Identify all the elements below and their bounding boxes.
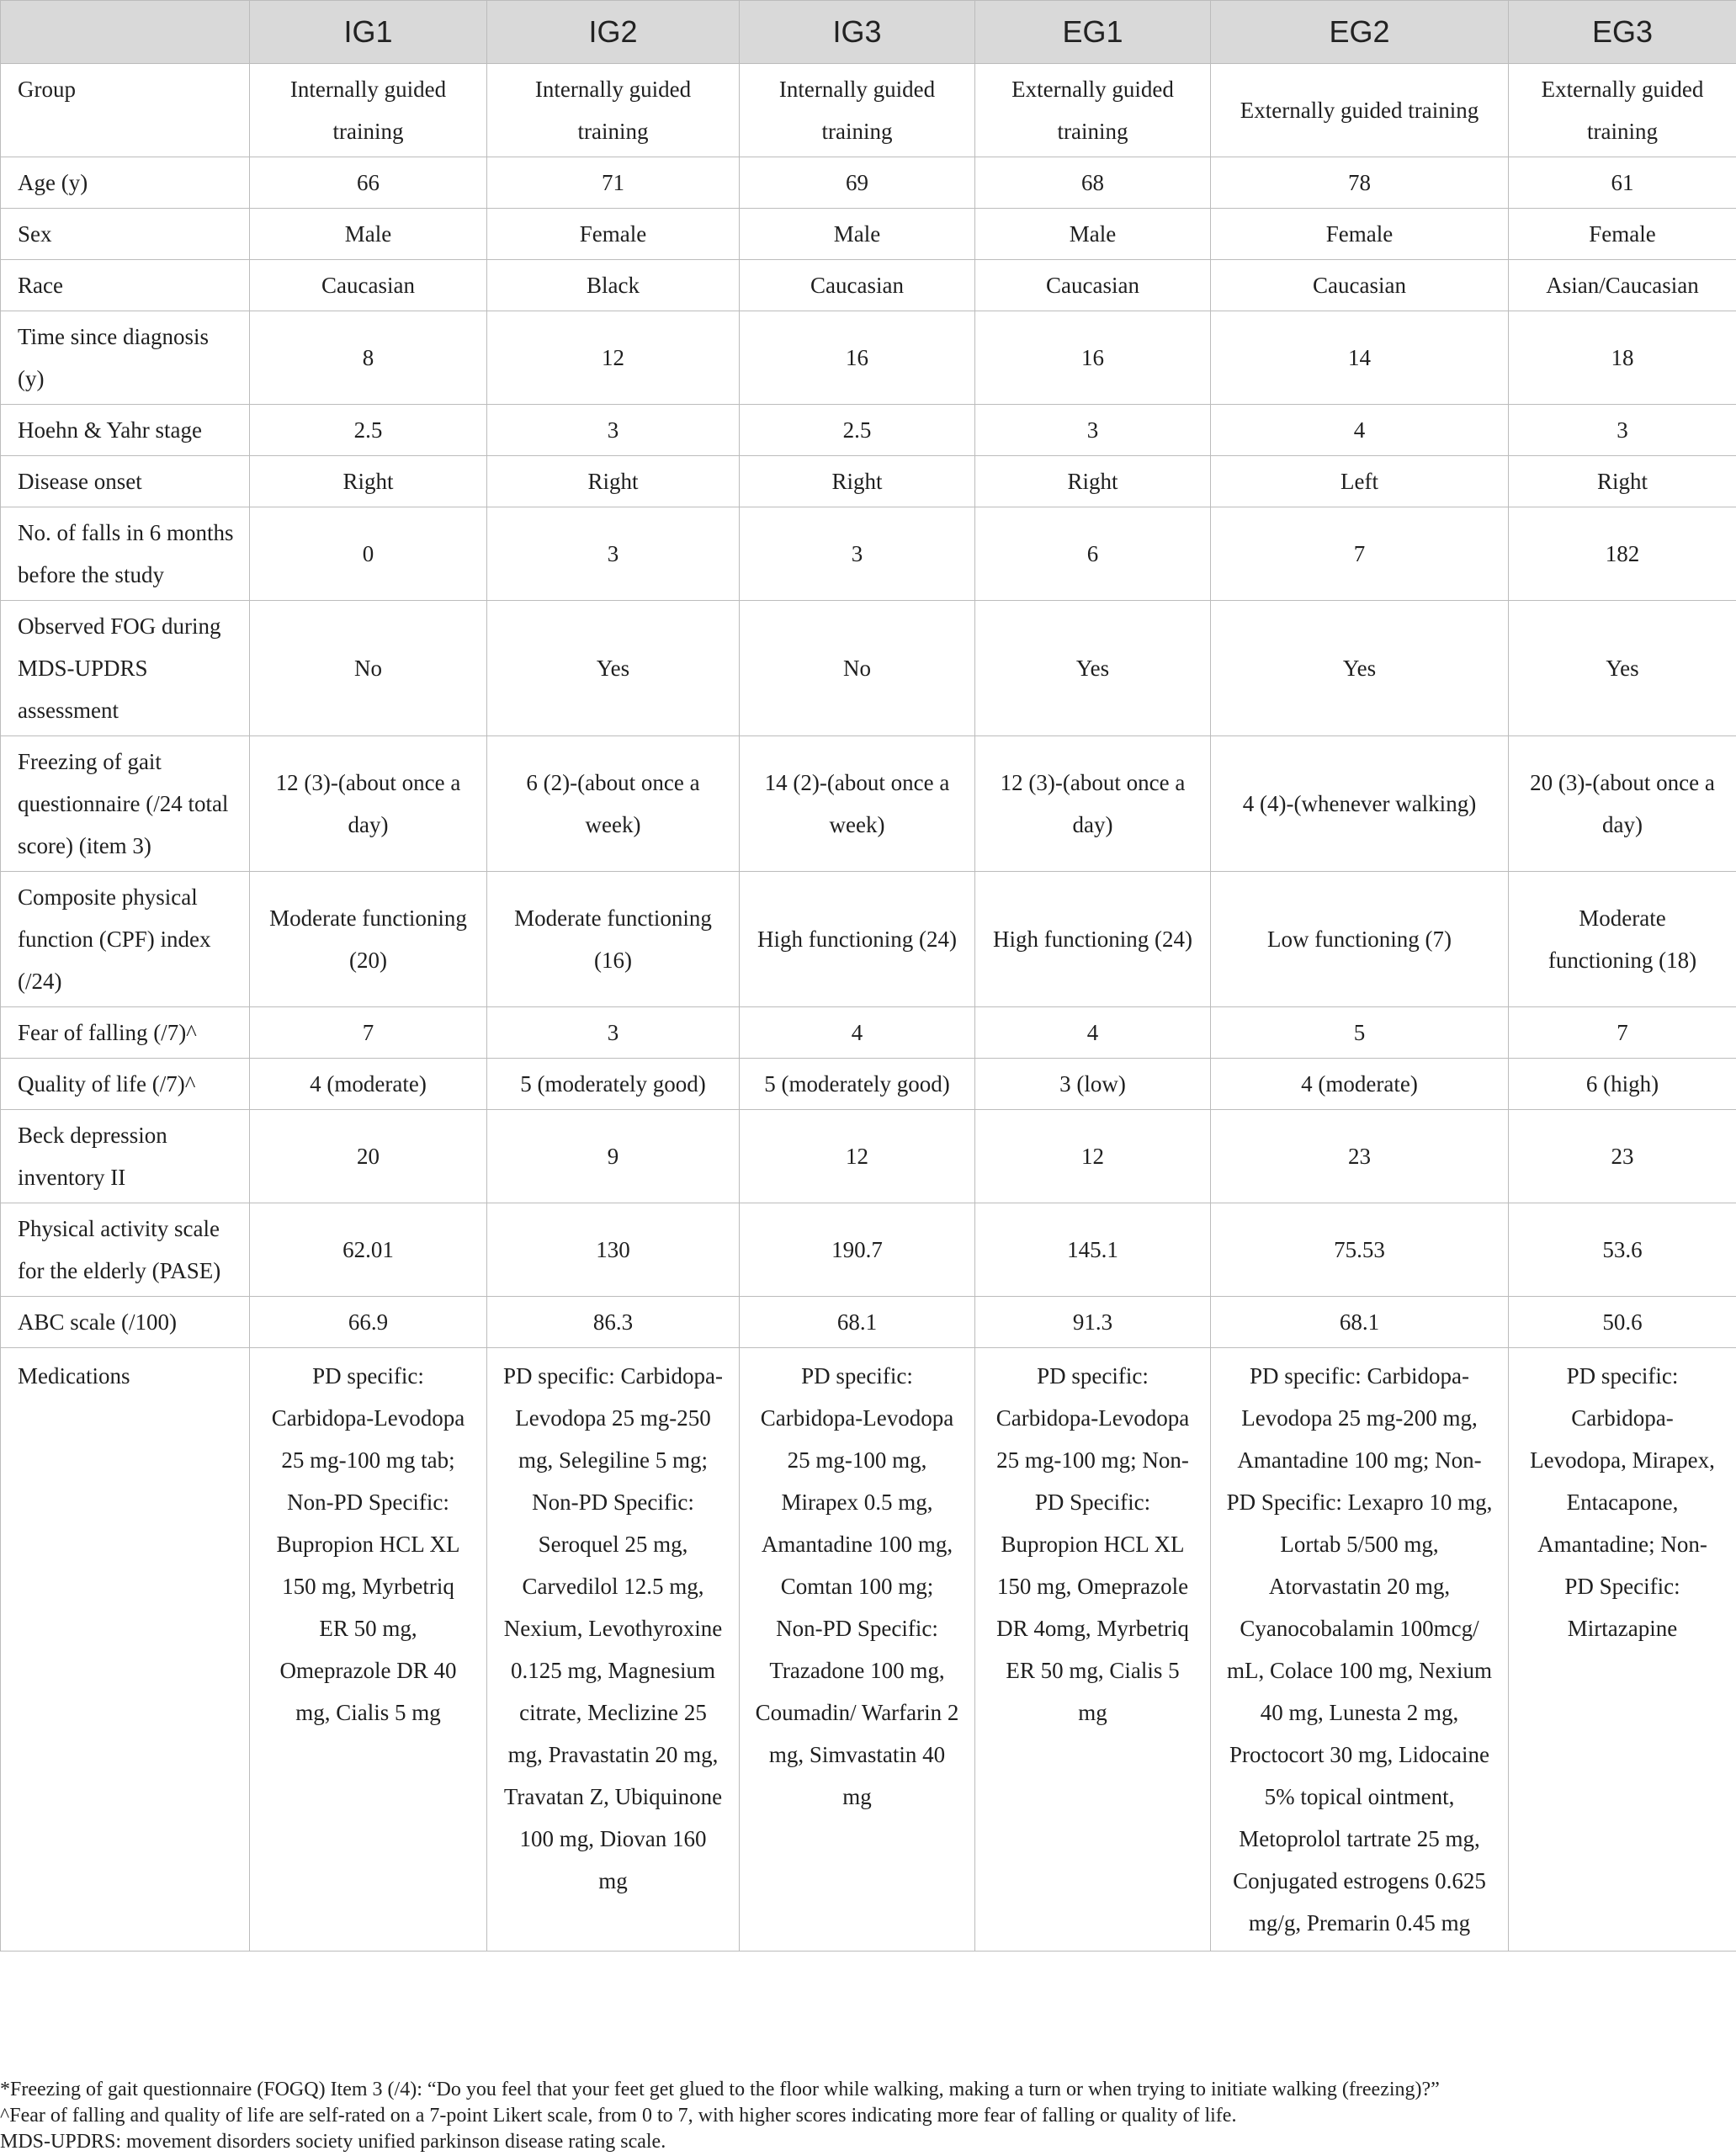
- row-label: Disease onset: [1, 456, 250, 507]
- table-row: [1, 157, 1736, 209]
- table-cell: 3: [487, 1007, 740, 1059]
- table-cell: Male: [740, 209, 975, 260]
- table-cell: 5 (moderately good): [487, 1059, 740, 1110]
- table-row: [1, 1110, 1736, 1203]
- table-cell: 20: [250, 1110, 487, 1203]
- table-cell: Right: [975, 456, 1211, 507]
- footnote-likert: ^Fear of falling and quality of life are self-rated on a 7-point Likert scale, from 0 to 7, with higher scores indicating more fear of falling or quality of life.: [0, 2105, 1237, 2127]
- row-label: Observed FOG during MDS-UPDRS assessment: [1, 601, 250, 736]
- table-row: [1, 1297, 1736, 1348]
- table-cell: High functioning (24): [975, 872, 1211, 1007]
- row-label: Freezing of gait questionnaire (/24 total score) (item 3): [1, 736, 250, 872]
- table-cell: 20 (3)-(about once a day): [1509, 736, 1736, 872]
- table-cell: 12: [740, 1110, 975, 1203]
- table-cell: Internally guided training: [740, 64, 975, 157]
- table-cell: Right: [250, 456, 487, 507]
- table-cell: 4: [975, 1007, 1211, 1059]
- table-cell: 3 (low): [975, 1059, 1211, 1110]
- table-cell: 14: [1211, 311, 1509, 405]
- column-header-ig1: IG1: [250, 1, 487, 64]
- table-cell: 16: [975, 311, 1211, 405]
- table-row: [1, 872, 1736, 1007]
- table-cell: 130: [487, 1203, 740, 1297]
- table-cell: 7: [1211, 507, 1509, 601]
- table-cell: 5: [1211, 1007, 1509, 1059]
- table-row: [1, 64, 1736, 157]
- table-cell: Right: [1509, 456, 1736, 507]
- table-cell: 3: [487, 507, 740, 601]
- table-cell: 14 (2)-(about once a week): [740, 736, 975, 872]
- table-cell: Right: [487, 456, 740, 507]
- table-cell: 23: [1211, 1110, 1509, 1203]
- row-label: Group: [1, 64, 250, 157]
- table-cell: Caucasian: [975, 260, 1211, 311]
- table-cell: 16: [740, 311, 975, 405]
- row-label: No. of falls in 6 months before the study: [1, 507, 250, 601]
- table-cell: 4: [740, 1007, 975, 1059]
- table-cell: Externally guided training: [1509, 64, 1736, 157]
- table-cell: PD specific: Carbidopa-Levodopa 25 mg-200 mg, Amantadine 100 mg; Non-PD Specific: Lexapro 10 mg, Lortab 5/500 mg, Atorvastatin 20 mg, Cyanocobalamin 100mcg/ mL, Colace 100 mg, Nexium 40 mg, Lunesta 2 mg, Proctocort 30 mg, Lidocaine 5% topical ointment, Metoprolol tartrate 25 mg, Conjugated estrogens 0.625 mg/g, Premarin 0.45 mg: [1211, 1348, 1509, 1952]
- table-cell: 145.1: [975, 1203, 1211, 1297]
- table-cell: Male: [975, 209, 1211, 260]
- table-cell: 12 (3)-(about once a day): [975, 736, 1211, 872]
- table-cell: Female: [1211, 209, 1509, 260]
- table-cell: 9: [487, 1110, 740, 1203]
- table-row: [1, 1348, 1736, 1952]
- table-cell: 23: [1509, 1110, 1736, 1203]
- table-cell: 2.5: [250, 405, 487, 456]
- table-cell: 6: [975, 507, 1211, 601]
- table-cell: 2.5: [740, 405, 975, 456]
- table-cell: 53.6: [1509, 1203, 1736, 1297]
- table-cell: 3: [740, 507, 975, 601]
- row-label: Quality of life (/7)^: [1, 1059, 250, 1110]
- table-cell: Yes: [975, 601, 1211, 736]
- table-cell: Female: [487, 209, 740, 260]
- column-header-eg2: EG2: [1211, 1, 1509, 64]
- table-cell: 91.3: [975, 1297, 1211, 1348]
- table-cell: PD specific: Carbidopa-Levodopa 25 mg-100 mg; Non-PD Specific: Bupropion HCL XL 150 mg, Omeprazole DR 4omg, Myrbetriq ER 50 mg, Cialis 5 mg: [975, 1348, 1211, 1952]
- table-cell: PD specific: Carbidopa-Levodopa 25 mg-100 mg, Mirapex 0.5 mg, Amantadine 100 mg, Comtan 100 mg; Non-PD Specific: Trazadone 100 mg, Coumadin/ Warfarin 2 mg, Simvastatin 40 mg: [740, 1348, 975, 1952]
- table-cell: 62.01: [250, 1203, 487, 1297]
- table-cell: 12: [487, 311, 740, 405]
- row-label: Time since diagnosis (y): [1, 311, 250, 405]
- table-cell: Internally guided training: [250, 64, 487, 157]
- table-cell: PD specific: Carbidopa-Levodopa 25 mg-250 mg, Selegiline 5 mg; Non-PD Specific: Seroquel 25 mg, Carvedilol 12.5 mg, Nexium, Levothyroxine 0.125 mg, Magnesium citrate, Meclizine 25 mg, Pravastatin 20 mg, Travatan Z, Ubiquinone 100 mg, Diovan 160 mg: [487, 1348, 740, 1952]
- table-cell: Yes: [487, 601, 740, 736]
- table-cell: 3: [975, 405, 1211, 456]
- row-label: Physical activity scale for the elderly (PASE): [1, 1203, 250, 1297]
- table-cell: Caucasian: [1211, 260, 1509, 311]
- table-cell: No: [250, 601, 487, 736]
- table-row: [1, 736, 1736, 872]
- table-cell: 69: [740, 157, 975, 209]
- table-cell: Black: [487, 260, 740, 311]
- header-corner-cell: [1, 1, 250, 64]
- table-row: [1, 1007, 1736, 1059]
- row-label: ABC scale (/100): [1, 1297, 250, 1348]
- table-cell: Caucasian: [250, 260, 487, 311]
- column-header-ig2: IG2: [487, 1, 740, 64]
- table-cell: Yes: [1509, 601, 1736, 736]
- table-cell: 3: [1509, 405, 1736, 456]
- table-cell: PD specific: Carbidopa-Levodopa 25 mg-100 mg tab; Non-PD Specific: Bupropion HCL XL 150 mg, Myrbetriq ER 50 mg, Omeprazole DR 40 mg, Cialis 5 mg: [250, 1348, 487, 1952]
- table-cell: PD specific: Carbidopa-Levodopa, Mirapex, Entacapone, Amantadine; Non-PD Specific: Mirtazapine: [1509, 1348, 1736, 1952]
- table-cell: 66.9: [250, 1297, 487, 1348]
- table-row: [1, 1203, 1736, 1297]
- table-cell: Yes: [1211, 601, 1509, 736]
- table-cell: Externally guided training: [1211, 64, 1509, 157]
- table-cell: Moderate functioning (20): [250, 872, 487, 1007]
- table-cell: 4 (moderate): [250, 1059, 487, 1110]
- table-cell: 71: [487, 157, 740, 209]
- table-cell: 75.53: [1211, 1203, 1509, 1297]
- footnote-abbreviation: MDS-UPDRS: movement disorders society unified parkinson disease rating scale.: [0, 2131, 666, 2153]
- table-cell: Moderate functioning (16): [487, 872, 740, 1007]
- column-header-eg1: EG1: [975, 1, 1211, 64]
- table-cell: No: [740, 601, 975, 736]
- table-cell: Male: [250, 209, 487, 260]
- table-cell: Right: [740, 456, 975, 507]
- table-cell: 4 (4)-(whenever walking): [1211, 736, 1509, 872]
- row-label: Beck depression inventory II: [1, 1110, 250, 1203]
- table-cell: 12: [975, 1110, 1211, 1203]
- row-label: Fear of falling (/7)^: [1, 1007, 250, 1059]
- table-cell: 4: [1211, 405, 1509, 456]
- table-row: [1, 601, 1736, 736]
- table-footnotes: [0, 2077, 1736, 2155]
- row-label: Age (y): [1, 157, 250, 209]
- table-cell: 68.1: [1211, 1297, 1509, 1348]
- table-cell: 18: [1509, 311, 1736, 405]
- column-header-eg3: EG3: [1509, 1, 1736, 64]
- table-cell: 8: [250, 311, 487, 405]
- table-cell: 6 (high): [1509, 1059, 1736, 1110]
- table-cell: 182: [1509, 507, 1736, 601]
- table-cell: 6 (2)-(about once a week): [487, 736, 740, 872]
- table-row: [1, 405, 1736, 456]
- table-cell: Moderate functioning (18): [1509, 872, 1736, 1007]
- table-row: [1, 209, 1736, 260]
- table-cell: Internally guided training: [487, 64, 740, 157]
- table-cell: 7: [250, 1007, 487, 1059]
- column-header-ig3: IG3: [740, 1, 975, 64]
- table-cell: 50.6: [1509, 1297, 1736, 1348]
- table-row: [1, 456, 1736, 507]
- row-label: Composite physical function (CPF) index (/24): [1, 872, 250, 1007]
- table-cell: 68: [975, 157, 1211, 209]
- table-cell: 61: [1509, 157, 1736, 209]
- table-cell: 86.3: [487, 1297, 740, 1348]
- table-cell: Caucasian: [740, 260, 975, 311]
- table-cell: 190.7: [740, 1203, 975, 1297]
- table-cell: 68.1: [740, 1297, 975, 1348]
- table-row: [1, 311, 1736, 405]
- table-cell: Low functioning (7): [1211, 872, 1509, 1007]
- table-row: [1, 507, 1736, 601]
- table-cell: 66: [250, 157, 487, 209]
- table-cell: Left: [1211, 456, 1509, 507]
- table-body: [1, 64, 1736, 1952]
- table-cell: Externally guided training: [975, 64, 1211, 157]
- table-cell: 78: [1211, 157, 1509, 209]
- row-label: Race: [1, 260, 250, 311]
- table-header-row: [1, 1, 1736, 64]
- table-row: [1, 260, 1736, 311]
- table-cell: 3: [487, 405, 740, 456]
- table-cell: Asian/Caucasian: [1509, 260, 1736, 311]
- table-cell: 7: [1509, 1007, 1736, 1059]
- table-cell: 12 (3)-(about once a day): [250, 736, 487, 872]
- table-cell: Female: [1509, 209, 1736, 260]
- row-label: Hoehn & Yahr stage: [1, 405, 250, 456]
- table-cell: 4 (moderate): [1211, 1059, 1509, 1110]
- table-cell: 0: [250, 507, 487, 601]
- table-cell: 5 (moderately good): [740, 1059, 975, 1110]
- footnote-fogq: *Freezing of gait questionnaire (FOGQ) Item 3 (/4): “Do you feel that your feet get glued to the floor while walking, making a turn or when trying to initiate walking (freezing)?”: [0, 2079, 1440, 2100]
- row-label: Medications: [1, 1348, 250, 1952]
- row-label: Sex: [1, 209, 250, 260]
- table-row: [1, 1059, 1736, 1110]
- table-cell: High functioning (24): [740, 872, 975, 1007]
